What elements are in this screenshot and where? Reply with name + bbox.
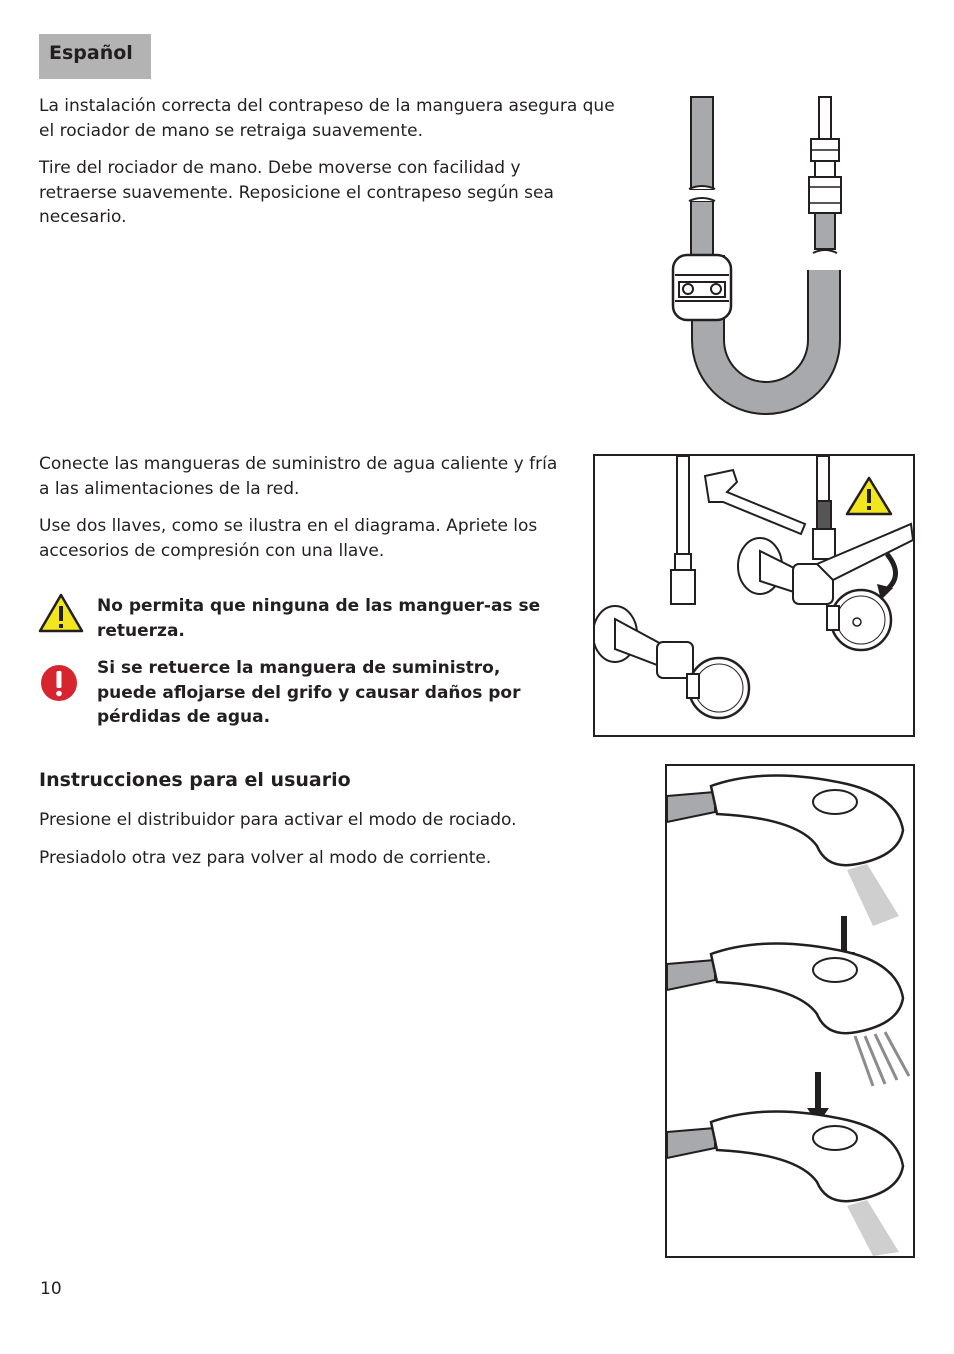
page-number: 10: [40, 1279, 62, 1299]
caution-no-kink-text: No permita que ninguna de las manguer-as se retuerza.: [97, 596, 541, 641]
caution-triangle-icon: [38, 592, 84, 634]
spray-head-modes-illustration: [665, 764, 915, 1258]
language-tab: Español: [39, 34, 151, 79]
press-spray-paragraph: Presione el distribuidor para activar el modo de rociado.: [39, 810, 517, 830]
user-instructions-heading: Instrucciones para el usuario: [39, 769, 351, 791]
danger-exclamation-icon: [40, 664, 78, 702]
counterweight-check-paragraph: Tire del rociador de mano. Debe moverse con facilidad y retraerse suavemente. Reposicione el contrapeso según sea necesario.: [39, 158, 554, 227]
counterweight-intro-paragraph: La instalación correcta del contrapeso de la manguera asegura que el rociador de mano se retraiga suavemente.: [39, 96, 615, 141]
hose-counterweight-illustration: [660, 95, 850, 420]
press-again-paragraph: Presiadolo otra vez para volver al modo de corriente.: [39, 848, 492, 868]
two-wrenches-paragraph: Use dos llaves, como se ilustra en el diagrama. Apriete los accesorios de compresión con una llave.: [39, 516, 538, 561]
connect-hoses-paragraph: Conecte las mangueras de suministro de agua caliente y fría a las alimentaciones de la red.: [39, 454, 558, 499]
supply-valve-wrench-illustration: [593, 454, 915, 737]
danger-kink-loosen-text: Si se retuerce la manguera de suministro, puede aflojarse del grifo y causar daños por pérdidas de agua.: [97, 658, 521, 727]
